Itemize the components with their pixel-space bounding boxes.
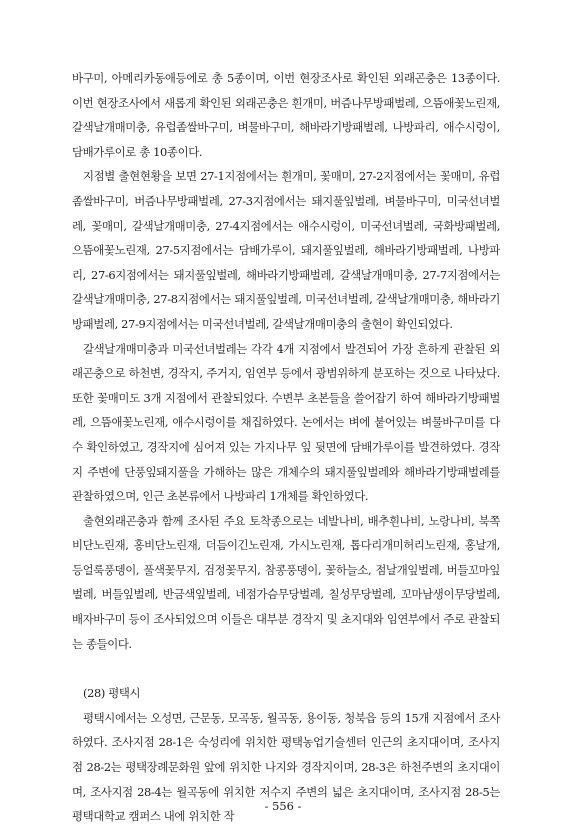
page-number: - 556 - bbox=[264, 799, 302, 813]
paragraph-5: 평택시에서는 오성면, 근문동, 모곡동, 월곡동, 용이동, 청북읍 등의 15개 지점에서 조사하였다. 조사지점 28-1은 숙성리에 위치한 평택농업기술센터 인근의 초지대이며, 조사지점 28-2는 평택장례문화원 앞에 위치한 나지와 경작지이며, 28-3은 하천주변의 초지대이며, 조사지점 28-4는 월곡동에 위치한 저수지 주변의 넓은 초지대이며, 조사지점 28-5는 평택대학교 캠퍼스 내에 위치한 작 bbox=[72, 710, 500, 824]
paragraph-1: 바구미, 아메리카동애등에로 총 5종이며, 이번 현장조사로 확인된 외래곤충은 13종이다. 이번 현장조사에서 새롭게 확인된 외래곤충은 흰개미, 버즘나무방패벌레, 으뜸애꽃노린재, 갈색날개매미충, 유럽좀쌀바구미, 벼물바구미, 해바라기방패벌레, 나방파리, 애수시렁이, 담배가루이로 총 10종이다. bbox=[72, 71, 500, 159]
section-heading: (28) 평택시 bbox=[83, 686, 141, 701]
document-body bbox=[72, 66, 500, 829]
paragraph-4: 출현외래곤충과 함께 조사된 주요 토착종으로는 네발나비, 배추흰나비, 노랑나비, 북쪽비단노린재, 홍비단노린재, 더듬이긴노린재, 가시노린재, 톱다리개미허리노린재, 홍날개, 등얼룩풍뎅이, 풀색꽃무지, 검정꽃무지, 참콩풍뎅이, 꽃하늘소, 점날개잎벌레, 버들꼬마잎벌레, 버들잎벌레, 반금색잎벌레, 네점가슴무당벌레, 칠성무당벌레, 꼬마남생이무당벌레, 배자바구미 등이 조사되었으며 이들은 대부분 경작지 및 초지대와 임연부에서 주로 관찰되는 종들이다. bbox=[72, 513, 500, 651]
paragraph-3: 갈색날개매미충과 미국선녀벌레는 각각 4개 지점에서 발견되어 가장 흔하게 관찰된 외래곤충으로 하천변, 경작지, 주거지, 임연부 등에서 광범위하게 분포하는 것으로 나타났다. 또한 꽃매미도 3개 지점에서 관찰되었다. 수변부 초본들을 쓸어잡기 하여 해바라기방패벌레, 으뜸애꽃노린재, 애수시렁이를 채집하였다. 논에서는 벼에 붙어있는 벼물바구미를 다수 확인하였고, 경작지에 심어져 있는 가지나무 잎 뒷면에 담배가루이를 발견하였다. 경작지 주변에 단풍잎돼지풀을 가해하는 많은 개체수의 돼지풀잎벌레와 해바라기방패벌레를 관찰하였으며, 인근 초본류에서 나방파리 1개체를 확인하였다. bbox=[72, 341, 500, 504]
paragraph-2: 지점별 출현현황을 보면 27-1지점에서는 흰개미, 꽃매미, 27-2지점에서는 꽃매미, 유럽좀쌀바구미, 버즘나무방패벌레, 27-3지점에서는 돼지풀잎벌레, 벼물바구미, 미국선녀벌레, 꽃매미, 갈색날개매미충, 27-4지점에서는 애수시렁이, 미국선녀벌레, 국화방패벌레, 으뜸애꽃노린재, 27-5지점에서는 담배가루이, 돼지풀잎벌레, 해바라기방패벌레, 나방파리, 27-6지점에서는 돼지풀잎벌레, 해바라기방패벌레, 갈색날개매미충, 27-7지점에서는 갈색날개매미충, 27-8지점에서는 돼지풀잎벌레, 미국선녀벌레, 갈색날개매미충, 해바라기방패벌레, 27-9지점에서는 미국선녀벌레, 갈색날개매미충의 출현이 확인되었다. bbox=[72, 169, 500, 331]
